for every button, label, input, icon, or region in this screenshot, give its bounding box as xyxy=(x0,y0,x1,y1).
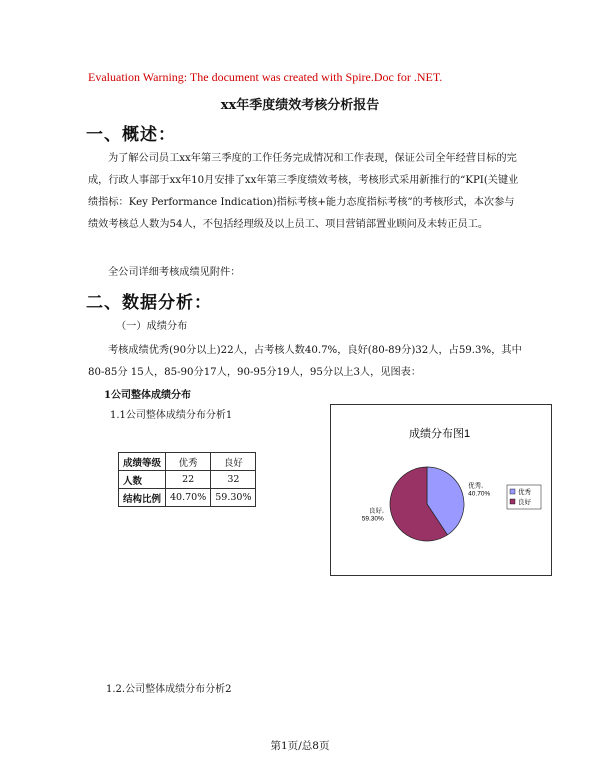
attachment-note: 全公司详细考核成绩见附件： xyxy=(108,267,241,278)
table-cell: 59.30% xyxy=(211,489,256,507)
table-cell: 良好 xyxy=(211,453,256,471)
table-row xyxy=(119,453,256,471)
table-cell: 40.70% xyxy=(166,489,211,507)
legend-label: 良好 xyxy=(518,499,531,506)
table-row xyxy=(119,471,256,489)
legend-label: 优秀 xyxy=(518,489,531,496)
table-cell: 优秀 xyxy=(166,453,211,471)
grade-table xyxy=(118,452,256,507)
section-heading-analysis: 二、数据分析： xyxy=(86,293,212,313)
evaluation-warning: Evaluation Warning: The document was created with Spire.Doc for .NET. xyxy=(88,70,443,84)
chart-title: 成绩分布图1 xyxy=(409,428,471,440)
table-cell: 人数 xyxy=(119,471,166,489)
pie-data-label: 良好, 59.30% xyxy=(361,507,384,523)
legend-swatch xyxy=(510,489,515,494)
subsection-company-distribution: 1公司整体成绩分布 xyxy=(104,390,191,401)
section-heading-overview: 一、概述： xyxy=(86,125,176,145)
pie-chart-box xyxy=(330,404,552,576)
overview-paragraph: 为了解公司员工xx年第三季度的工作任务完成情况和工作表现，保证公司全年经营目标的完成，行政人事部于xx年10月安排了xx年第三季度绩效考核，考核形式采用新推行的“KPI(关键业绩指标：Key Performance Indication)指标考核+能力态度指标考核”的考核形式，本次参与绩效考核总人数为54人，不包括经理级及以上员工、项目营销部置业顾问及未转正员工。 xyxy=(88,153,519,230)
distribution-paragraph: 考核成绩优秀(90分以上)22人，占考核人数40.7%，良好(80-89分)32人，占59.3%，其中80-85分 15人，85-90分17人，90-95分19人，95分以上3人，见图表： xyxy=(88,345,522,378)
chart-legend xyxy=(507,485,541,509)
pie-chart xyxy=(331,405,551,575)
analysis-1-label: 1.1公司整体成绩分布分析1 xyxy=(110,410,233,421)
table-cell: 22 xyxy=(166,471,211,489)
analysis-2-label: 1.2.公司整体成绩分布分析2 xyxy=(106,684,232,695)
table-cell: 结构比例 xyxy=(119,489,166,507)
page-footer: 第1页/总8页 xyxy=(270,740,330,752)
document-title: xx年季度绩效考核分析报告 xyxy=(220,98,380,113)
table-row xyxy=(119,489,256,507)
pie-data-label: 优秀, 40.70% xyxy=(468,482,491,498)
pie-slices xyxy=(390,467,464,541)
subsection-distribution: （一）成绩分布 xyxy=(116,321,188,332)
table-cell: 32 xyxy=(211,471,256,489)
legend-swatch xyxy=(510,499,515,504)
table-cell: 成绩等级 xyxy=(119,453,166,471)
